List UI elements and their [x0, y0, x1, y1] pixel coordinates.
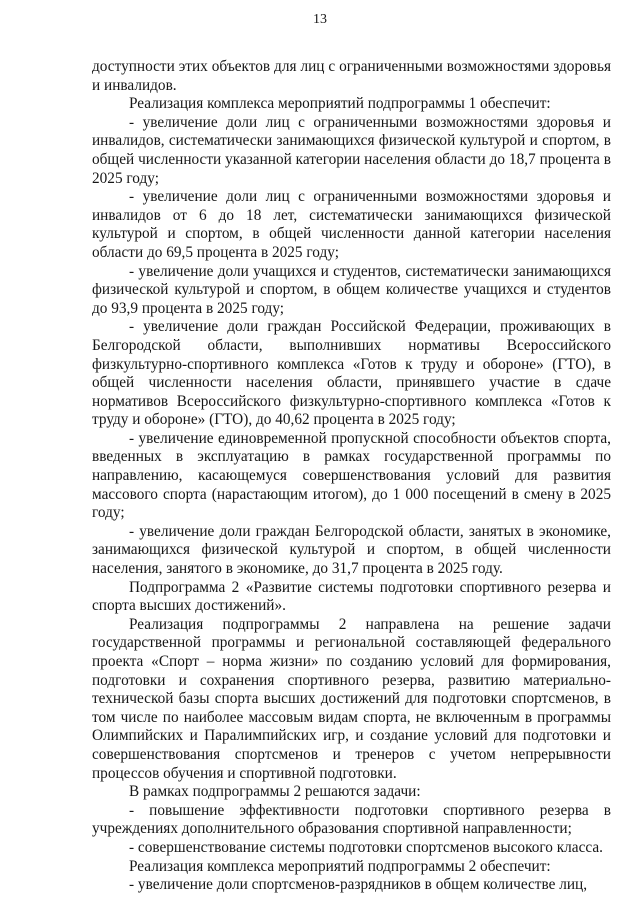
paragraph: - увеличение единовременной пропускной способности объектов спорта, введенных в эксплуатацию в рамках государственной программы по направлению, касающемуся совершенствования условий для развития массового спорта (нарастающим итогом), до 1 000 посещений в смену в 2025 году;	[92, 429, 611, 522]
paragraph: В рамках подпрограммы 2 решаются задачи:	[129, 783, 421, 801]
paragraph: - увеличение доли лиц с ограниченными возможностями здоровья и инвалидов, систематически занимающихся физической культурой и спортом, в общей численности указанной категории населения области до 18,7 процента в 2025 году;	[92, 113, 611, 187]
page-number: 13	[313, 12, 327, 27]
paragraph: - увеличение доли учащихся и студентов, систематически занимающихся физической культурой и спортом, в общем количестве учащихся и студентов до 93,9 процента в 2025 году;	[92, 262, 611, 317]
paragraph: - совершенствование системы подготовки спортсменов высокого класса.	[129, 838, 603, 856]
paragraph: Реализация подпрограммы 2 направлена на решение задачи государственной программы и региональной составляющей федерального проекта «Спорт – норма жизни» по созданию условий для формирования, подготовки и сохранения спортивного резерва, развитию материально-технической базы спорта высших достижений для подготовки спортсменов, в том числе по наиболее массовым видам спорта, не включенным в программы Олимпийских и Паралимпийских игр, и создание условий для подготовки и совершенствования спортсменов и тренеров с учетом непрерывности процессов обучения и спортивной подготовки.	[92, 615, 611, 782]
paragraph: - увеличение доли граждан Российской Федерации, проживающих в Белгородской области, выполнивших нормативы Всероссийского физкультурно-спортивного комплекса «Готов к труду и обороне» (ГТО), в общей численности населения области, принявшего участие в сдаче нормативов Всероссийского физкультурно-спортивного комплекса «Готов к труду и обороне» (ГТО), до 40,62 процента в 2025 году;	[92, 318, 611, 429]
paragraph: - увеличение доли граждан Белгородской области, занятых в экономике, занимающихся физической культурой и спортом, в общей численности населения, занятого в экономике, до 31,7 процента в 2025 году.	[92, 522, 611, 578]
paragraph: Реализация комплекса мероприятий подпрограммы 2 обеспечит:	[129, 857, 551, 875]
paragraph: Подпрограмма 2 «Развитие системы подготовки спортивного резерва и спорта высших достижений».	[92, 578, 611, 615]
body-text	[92, 58, 611, 895]
paragraph: доступности этих объектов для лиц с ограниченными возможностями здоровья и инвалидов.	[92, 58, 611, 94]
paragraph: - увеличение доли спортсменов-разрядников в общем количестве лиц,	[129, 876, 588, 894]
paragraph: Реализация комплекса мероприятий подпрограммы 1 обеспечит:	[129, 95, 551, 113]
paragraph: - увеличение доли лиц с ограниченными возможностями здоровья и инвалидов от 6 до 18 лет, систематически занимающихся физической культурой и спортом, в общей численности данной категории населения области до 69,5 процента в 2025 году;	[92, 188, 611, 261]
paragraph: - повышение эффективности подготовки спортивного резерва в учреждениях дополнительного образования спортивной направленности;	[92, 801, 611, 838]
